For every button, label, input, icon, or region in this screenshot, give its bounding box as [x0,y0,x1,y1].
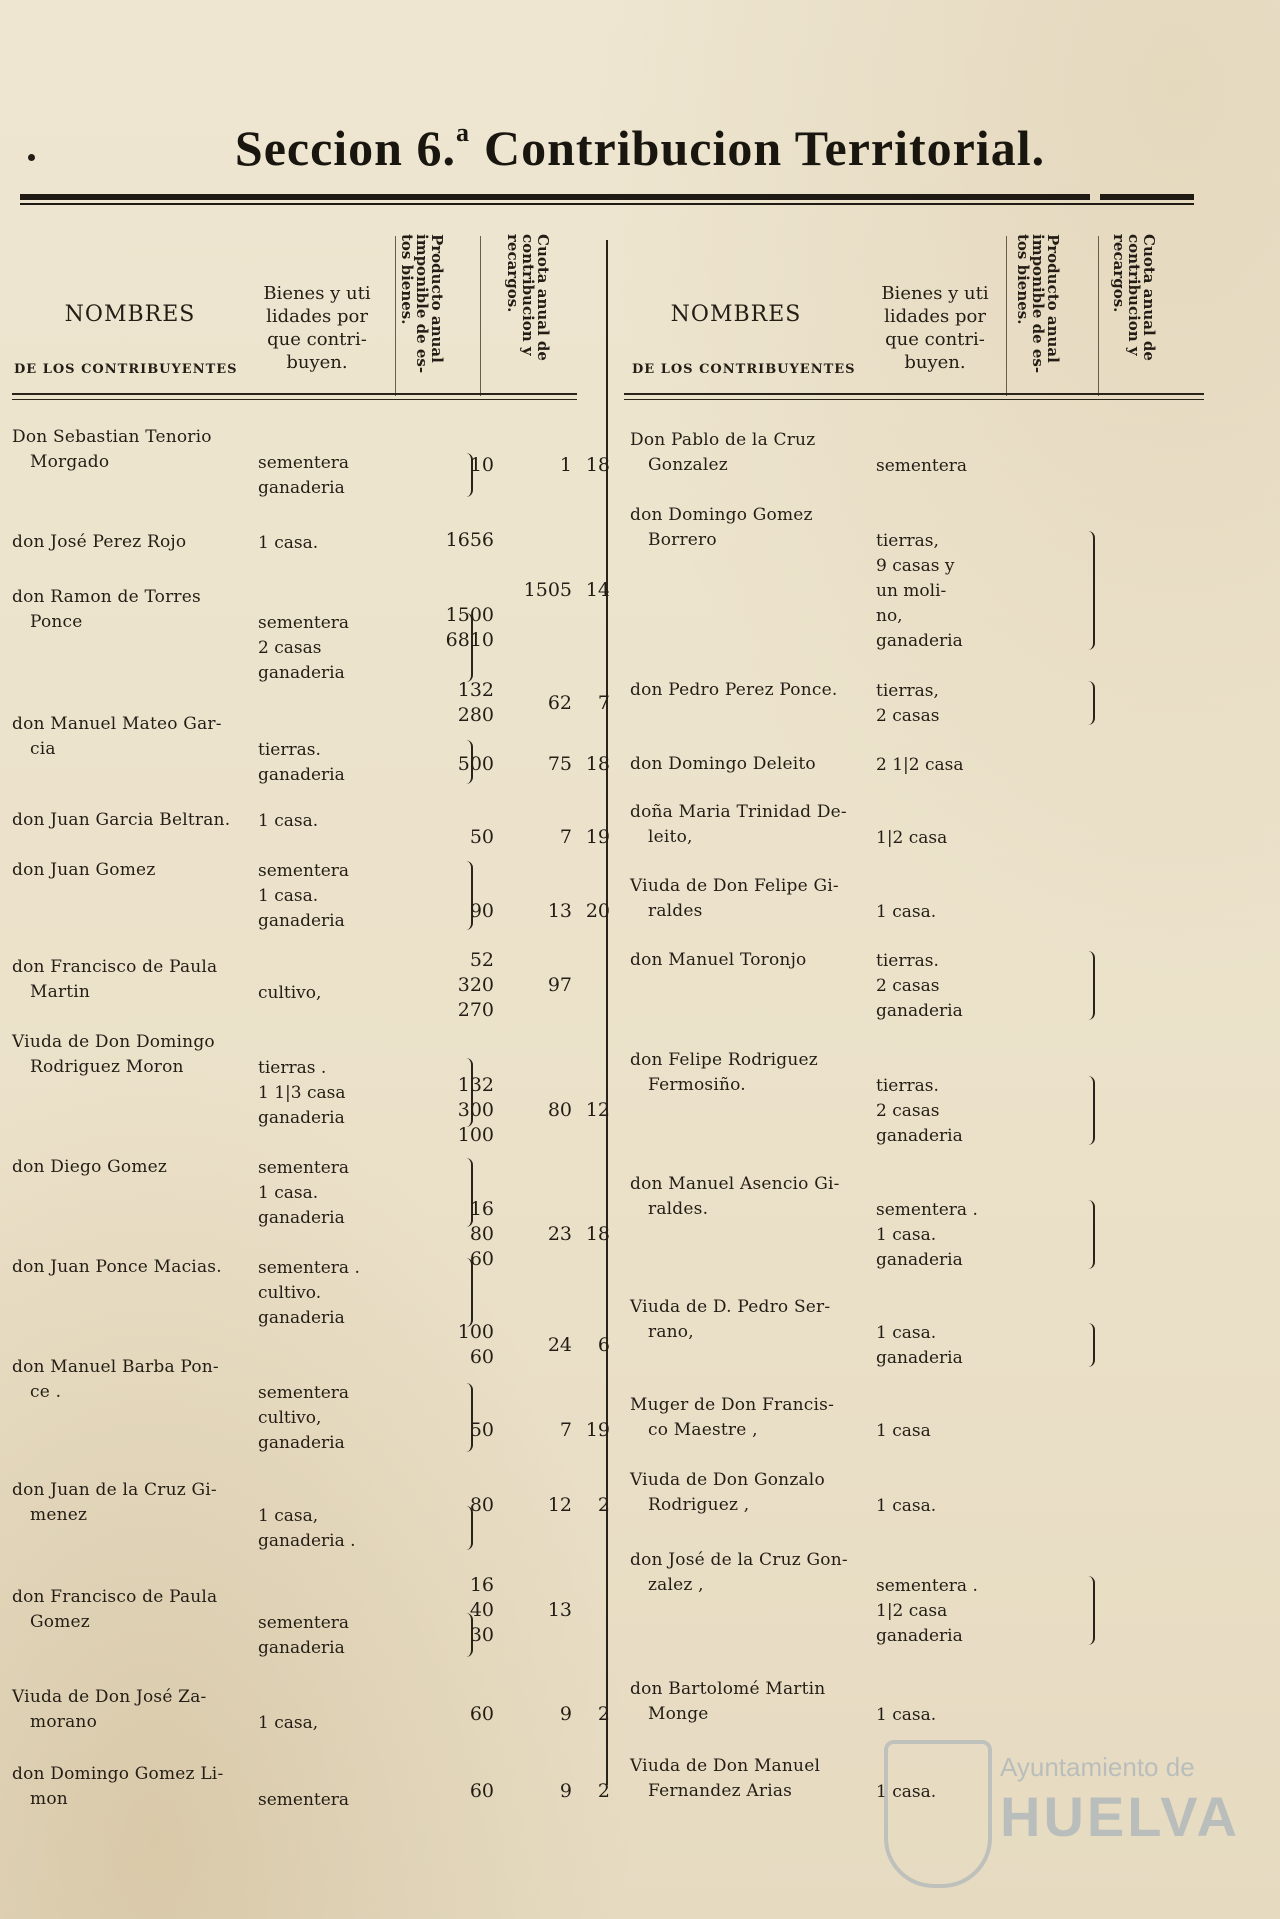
contributor-name: don Francisco de Paula [12,1587,218,1607]
asset-label: sementera [258,1790,350,1810]
cuota-reales: 9 [559,1703,572,1725]
cuota-maravedis: 14 [585,579,610,601]
asset-label: ganaderia [258,1638,345,1658]
bienes-header-line: buyen. [904,352,966,373]
asset-label: 1 casa. [876,1705,937,1725]
right-column [445,0,1206,1919]
asset-value: 300 [457,1099,494,1121]
cuota-maravedis: 20 [585,900,610,922]
asset-label: 2 1|2 casa [876,755,964,775]
title-rest: Contribucion Territorial. [483,120,1046,176]
asset-label: ganaderia [258,478,345,498]
cuota-maravedis: 19 [585,1419,610,1441]
asset-value: 1656 [445,529,494,551]
group-brace [1088,1076,1095,1145]
asset-label: 1 casa. [258,811,319,831]
left-column [0,0,590,1919]
asset-label: 1|2 casa [876,828,948,848]
asset-label: sementera . [876,1200,978,1220]
coat-of-arms-icon [884,1740,992,1888]
header-column-line [395,236,396,396]
contributor-name: Don Sebastian Tenorio [12,427,212,447]
contributor-name: Fermosiño. [648,1075,746,1095]
contributor-name: don Domingo Gomez Li- [12,1764,224,1784]
cuota-reales: 97 [547,974,572,996]
contributor-name: don Juan Garcia Beltran. [12,810,231,830]
producto-header: Producto anual imponible de es- tos bienes. [1014,234,1062,374]
library-stamp [880,1740,1260,1890]
names-subheader: DE LOS CONTRIBUYENTES [632,362,856,377]
names-header: NOMBRES [670,302,802,327]
contributor-name: don Francisco de Paula [12,957,218,977]
asset-value: 16 [469,1198,494,1220]
asset-label: sementera [258,1158,350,1178]
asset-label: 1 casa [876,1421,931,1441]
asset-label: 2 casas [876,976,940,996]
asset-label: 1 casa. [876,1782,937,1802]
contributor-name: ce . [30,1382,62,1402]
contributor-name: cia [30,739,56,759]
contributor-name: Viuda de Don Felipe Gi- [630,876,839,896]
contributor-name: Monge [648,1704,709,1724]
cuota-reales: 12 [547,1494,572,1516]
names-subheader: DE LOS CONTRIBUYENTES [14,362,238,377]
cuota-header: Cuota anual de contribucion y recargos. [504,234,552,361]
cuota-header: Cuota anual de contribucion y recargos. [1110,234,1158,361]
contributor-name: raldes. [648,1199,709,1219]
asset-value: 60 [469,1703,494,1725]
asset-value: 320 [457,974,494,996]
cuota-reales: 13 [547,1599,572,1621]
cuota-reales: 24 [547,1333,572,1356]
asset-label: sementera [258,453,350,473]
cuota-maravedis: 2 [597,1494,610,1516]
asset-value: 30 [469,1624,494,1646]
asset-value: 52 [469,949,494,971]
contributor-name: Don Pablo de la Cruz [630,430,816,450]
bienes-header [874,282,996,374]
asset-label: tierras, [876,681,939,701]
group-brace [1088,951,1095,1020]
cuota-maravedis: 7 [597,691,610,714]
bienes-header-line: buyen. [286,352,348,373]
contributor-name: Borrero [648,530,717,550]
cuota-maravedis: 19 [585,826,610,848]
cuota-reales: 9 [559,1780,572,1802]
contributor-name: menez [30,1505,88,1525]
asset-value: 100 [457,1124,494,1146]
asset-label: 1 casa. [876,902,937,922]
header-underline [12,393,577,395]
asset-value: 500 [457,753,494,775]
asset-label: 1 casa. [258,1183,319,1203]
asset-value: 280 [457,704,494,726]
cuota-reales: 13 [547,900,572,922]
asset-label: tierras . [258,1058,327,1078]
header-column-line [1006,236,1007,396]
contributor-name: don Ramon de Torres [12,587,201,607]
header-underline-thin [624,399,1204,400]
contributor-name: Gonzalez [648,455,728,475]
asset-value: 100 [457,1321,494,1343]
asset-label: 1 1|3 casa [258,1083,346,1103]
cuota-reales: 75 [547,753,572,775]
header-column-line [1098,236,1099,396]
names-header: NOMBRES [64,302,196,327]
bienes-header-line: Bienes y uti [881,283,989,304]
bienes-header-line: que contri- [885,329,985,350]
bienes-header-line: Bienes y uti [263,283,371,304]
contributor-name: co Maestre , [648,1420,758,1440]
contributor-name: don Domingo Gomez [630,505,813,525]
bienes-header-line: lidades por [266,306,368,327]
asset-value: 10 [469,454,494,476]
group-brace [1088,1200,1095,1269]
cuota-maravedis: 12 [585,1099,610,1121]
group-brace [1088,531,1095,650]
asset-label: sementera [258,861,350,881]
contributor-name: don José Perez Rojo [12,532,187,552]
contributor-name: Morgado [30,452,110,472]
cuota-maravedis: 18 [585,1223,610,1245]
cuota-maravedis: 6 [597,1333,610,1356]
bienes-header-line: que contri- [267,329,367,350]
asset-label: ganaderia [876,1626,963,1646]
asset-value: 40 [469,1599,494,1621]
cuota-reales: 7 [559,1419,572,1441]
asset-label: tierras. [876,951,939,971]
asset-label: 1 casa. [258,533,319,553]
asset-label: ganaderia [258,765,345,785]
asset-label: sementera [258,1613,350,1633]
asset-label: 2 casas [876,706,940,726]
asset-label: cultivo, [258,1408,322,1428]
asset-value: 132 [457,679,494,701]
contributor-name: don Manuel Toronjo [630,950,807,970]
asset-label: sementera . [258,1258,360,1278]
contributor-name: don Manuel Barba Pon- [12,1357,219,1377]
asset-label: ganaderia [258,1208,345,1228]
asset-label: 1 casa, [258,1506,319,1526]
contributor-name: zalez , [648,1575,704,1595]
asset-value: 80 [469,1494,494,1516]
asset-label: ganaderia [258,911,345,931]
asset-label: 1|2 casa [876,1601,948,1621]
cuota-reales: 1 [559,454,572,476]
asset-value: 16 [469,1574,494,1596]
asset-label: tierras. [258,740,321,760]
title-main: Seccion 6. [234,120,456,176]
title-sup: a [455,118,470,147]
asset-value: 90 [469,900,494,922]
asset-label: cultivo, [258,983,322,1003]
contributor-name: raldes [648,901,703,921]
contributor-name: don Felipe Rodriguez [630,1050,818,1070]
asset-value: 132 [457,1074,494,1096]
stamp-line-2: HUELVA [1000,1785,1240,1848]
contributor-name: don Juan de la Cruz Gi- [12,1480,217,1500]
asset-value: 50 [469,1419,494,1441]
contributor-name: morano [30,1712,98,1732]
asset-label: no, [876,606,903,626]
cuota-reales: 62 [547,691,572,714]
contributor-name: Gomez [30,1612,90,1632]
asset-label: 1 casa, [258,1713,319,1733]
group-brace [1088,681,1095,725]
cuota-reales: 1505 [523,579,572,601]
contributor-name: don Diego Gomez [12,1157,168,1177]
contributor-name: Viuda de Don Manuel [630,1756,821,1776]
asset-label: cultivo. [258,1283,322,1303]
asset-value: 1500 [445,604,494,626]
cuota-maravedis: 18 [585,753,610,775]
asset-value: 80 [469,1223,494,1245]
contributor-name: Viuda de Don Domingo [12,1032,215,1052]
cuota-reales: 23 [547,1223,572,1245]
asset-label: ganaderia [876,1001,963,1021]
asset-value: 50 [469,826,494,848]
contributor-name: Rodriguez Moron [30,1057,184,1077]
header-column-line [480,236,481,396]
asset-label: ganaderia [876,1126,963,1146]
contributor-name: leito, [648,827,693,847]
asset-label: sementera [876,456,968,476]
contributor-name: don Juan Gomez [12,860,156,880]
asset-value: 270 [457,999,494,1021]
bienes-header [256,282,378,374]
contributor-name: Muger de Don Francis- [630,1395,835,1415]
contributor-name: Rodriguez , [648,1495,750,1515]
asset-value: 60 [469,1346,494,1368]
stamp-line-1: Ayuntamiento de [1000,1752,1195,1782]
asset-label: ganaderia . [258,1531,356,1551]
cuota-maravedis: 2 [597,1703,610,1725]
contributor-name: mon [30,1789,68,1809]
contributor-name: Martin [30,982,91,1002]
asset-value: 6810 [445,629,494,651]
contributor-name: rano, [648,1322,694,1342]
asset-label: ganaderia [876,1250,963,1270]
asset-label: ganaderia [876,1348,963,1368]
asset-label: ganaderia [258,1433,345,1453]
contributor-name: don Bartolomé Martin [630,1679,826,1699]
contributor-name: Viuda de D. Pedro Ser- [630,1297,831,1317]
contributor-name: don Pedro Perez Ponce. [630,680,838,700]
asset-label: 9 casas y [876,556,955,576]
contributor-name: don Domingo Deleito [630,754,816,774]
bienes-header-line: lidades por [884,306,986,327]
contributor-name: don Juan Ponce Macias. [12,1257,222,1277]
contributor-name: Viuda de Don Gonzalo [630,1470,825,1490]
asset-value: 60 [469,1248,494,1270]
asset-label: sementera . [876,1576,978,1596]
cuota-reales: 7 [559,826,572,848]
asset-label: 1 casa. [876,1323,937,1343]
contributor-name: Viuda de Don José Za- [12,1687,207,1707]
asset-label: 1 casa. [876,1496,937,1516]
group-brace [1088,1576,1095,1645]
header-underline-thin [12,399,577,400]
cuota-maravedis: 2 [597,1780,610,1802]
contributor-name: Fernandez Arias [648,1781,793,1801]
contributor-name: don José de la Cruz Gon- [630,1550,848,1570]
asset-label: tierras. [876,1076,939,1096]
asset-label: un moli- [876,581,947,601]
asset-label: tierras, [876,531,939,551]
header-underline [624,393,1204,395]
asset-value: 60 [469,1780,494,1802]
asset-label: ganaderia [258,1308,345,1328]
asset-label: 1 casa. [258,886,319,906]
contributor-name: doña Maria Trinidad De- [630,802,847,822]
asset-label: sementera [258,613,350,633]
asset-label: ganaderia [876,631,963,651]
contributor-name: don Manuel Asencio Gi- [630,1174,840,1194]
asset-label: ganaderia [258,1108,345,1128]
asset-label: 1 casa. [876,1225,937,1245]
asset-label: 2 casas [258,638,322,658]
asset-label: 2 casas [876,1101,940,1121]
producto-header: Producto anual imponible de es- tos bienes. [398,234,446,374]
cuota-reales: 80 [547,1099,572,1121]
group-brace [1088,1323,1095,1367]
asset-label: sementera [258,1383,350,1403]
contributor-name: Ponce [30,612,83,632]
asset-label: ganaderia [258,663,345,683]
cuota-maravedis: 18 [585,454,610,476]
contributor-name: don Manuel Mateo Gar- [12,714,222,734]
